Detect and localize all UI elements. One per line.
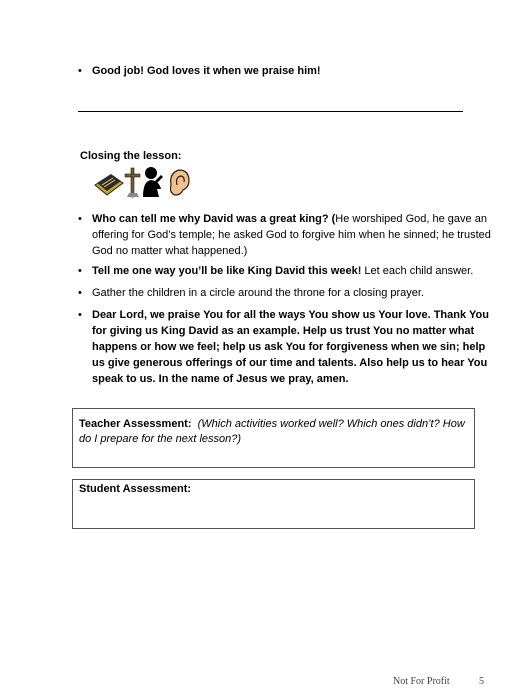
teacher-assessment-box[interactable]: [72, 408, 475, 468]
top-bullet-text: Good job! God loves it when we praise him!: [92, 65, 321, 77]
section-title: Closing the lesson:: [80, 150, 182, 162]
teacher-assessment-prompt: (Which activities worked well? Which ones didn’t? How do I prepare for the next lesson?): [79, 418, 465, 445]
ear-icon: [171, 170, 190, 195]
bullet-dot: •: [78, 309, 82, 321]
closing-bullet-3: [78, 285, 492, 301]
horizontal-rule: [78, 111, 463, 112]
bullet-normal-text: Gather the children in a circle around the throne for a closing prayer.: [92, 287, 425, 299]
cross-icon: [125, 168, 140, 197]
bullet-bold-text: Dear Lord, we praise You for all the ways You show us Your love. Thank You for giving us King David as an example. Help us trust You no matter what happens or how we feel; help us ask You for forgiveness when we sin; help us give generous offerings of our time and talents. Also help us to hear You speak to us. In the name of Jesus we pray, amen.: [92, 309, 489, 385]
teacher-assessment-text: [79, 417, 469, 447]
praying-child-icon: [143, 167, 163, 197]
bullet-dot: •: [78, 287, 82, 299]
closing-bullet-1: [78, 211, 492, 259]
teacher-assessment-label: Teacher Assessment:: [79, 418, 192, 430]
bible-icon: [95, 174, 123, 195]
student-assessment-text: [79, 482, 469, 497]
bullet-normal-text: He worshiped God, he gave an offering for God’s temple; he asked God to forgive him when he sinned; he trusted God no matter what happened.): [92, 213, 491, 257]
bullet-dot: •: [78, 265, 82, 277]
bullet-bold-text: Tell me one way you’ll be like King David this week!: [92, 265, 362, 277]
bullet-dot: •: [78, 213, 82, 225]
bullet-normal-text: Let each child answer.: [361, 265, 474, 277]
closing-icons: [93, 165, 193, 199]
closing-bullet-4: [78, 307, 492, 387]
footer-text: Not For Profit: [393, 676, 450, 687]
closing-bullet-2: [78, 263, 492, 279]
student-assessment-box[interactable]: [72, 479, 475, 529]
bullet-bold-text: Who can tell me why David was a great king? (: [92, 213, 336, 225]
page-number: 5: [479, 676, 484, 687]
student-assessment-label: Student Assessment:: [79, 483, 192, 495]
top-bullet: [78, 63, 492, 79]
bullet-dot: •: [78, 65, 82, 77]
